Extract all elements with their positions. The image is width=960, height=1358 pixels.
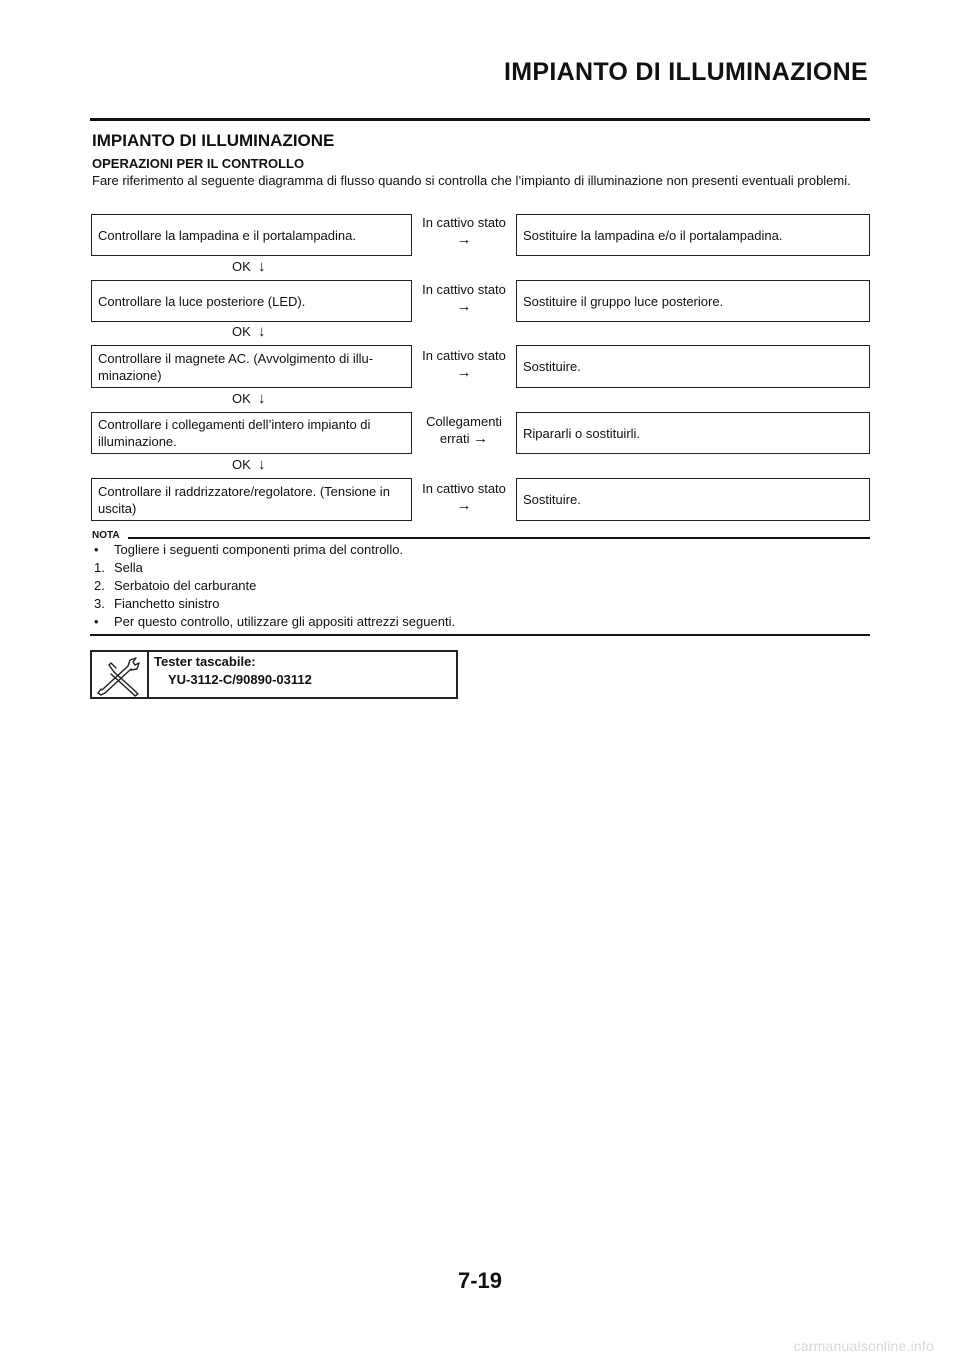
condition-text-3: In cattivo stato: [422, 348, 506, 363]
nota-bullet-2: [92, 613, 455, 631]
header-rule: [90, 118, 870, 121]
down-arrow-icon: ↓: [258, 390, 266, 407]
condition-1: [412, 214, 516, 248]
item-number: 2.: [94, 578, 105, 593]
tool-icon-cell: [92, 652, 149, 697]
tool-box: [90, 650, 458, 699]
ok-label-1: [232, 258, 266, 275]
condition-2: [412, 281, 516, 315]
action-box-3: [516, 345, 870, 388]
item-text: Sella: [114, 560, 143, 575]
condition-5: [412, 480, 516, 514]
watermark: carmanualsonline.info: [793, 1338, 934, 1354]
item-number: 1.: [94, 560, 105, 575]
nota-text-2: Per questo controllo, utilizzare gli appositi attrezzi seguenti.: [114, 614, 456, 629]
condition-text-4: Collegamenti errati: [426, 414, 502, 446]
condition-text-2: In cattivo stato: [422, 282, 506, 297]
ok-label-2: [232, 323, 266, 340]
nota-label: NOTA: [92, 530, 120, 541]
intro-paragraph: Fare riferimento al seguente diagramma di flusso quando si controlla che l’impianto di illuminazione non presenti eventuali problemi.: [92, 173, 851, 188]
nota-text-1: Togliere i seguenti componenti prima del controllo.: [114, 542, 404, 557]
bullet-icon: •: [94, 614, 99, 629]
action-box-5: [516, 478, 870, 521]
ok-text: OK: [232, 391, 251, 406]
action-text-4: Ripararli o sostituirli.: [523, 425, 641, 441]
down-arrow-icon: ↓: [258, 456, 266, 473]
action-box-1: [516, 214, 870, 256]
ok-text: OK: [232, 324, 251, 339]
condition-text-1: In cattivo stato: [422, 215, 506, 230]
item-number: 3.: [94, 596, 105, 611]
nota-item-3: [92, 595, 220, 613]
action-box-2: [516, 280, 870, 322]
item-text: Fianchetto sinistro: [114, 596, 220, 611]
check-text-1: Controllare la lampadina e il portalampadina.: [98, 227, 356, 243]
check-text-5: Controllare il raddrizzatore/regolatore. (Tensione in uscita): [98, 483, 390, 516]
page-header-title: IMPIANTO DI ILLUMINAZIONE: [504, 58, 868, 86]
check-box-4: [91, 412, 412, 454]
ok-text: OK: [232, 457, 251, 472]
down-arrow-icon: ↓: [258, 258, 266, 275]
ok-text: OK: [232, 259, 251, 274]
right-arrow-icon: →: [456, 231, 472, 248]
tool-name: Tester tascabile:: [154, 654, 256, 669]
page-number: 7-19: [457, 1268, 503, 1293]
tool-code: YU-3112-C/90890-03112: [168, 672, 312, 687]
nota-item-1: [92, 559, 143, 577]
condition-3: [412, 347, 516, 381]
action-text-2: Sostituire il gruppo luce posteriore.: [523, 293, 724, 309]
right-arrow-icon: →: [456, 364, 472, 381]
subsection-title: OPERAZIONI PER IL CONTROLLO: [92, 156, 305, 171]
action-box-4: [516, 412, 870, 454]
ok-label-4: [232, 456, 266, 473]
ok-label-3: [232, 390, 266, 407]
action-text-3: Sostituire.: [523, 359, 581, 374]
nota-rule: [128, 537, 870, 539]
right-arrow-icon: →: [456, 497, 472, 514]
nota-end-rule: [90, 634, 870, 636]
right-arrow-icon: →: [456, 298, 472, 315]
condition-text-5: In cattivo stato: [422, 481, 506, 496]
check-text-4: Controllare i collegamenti dell’intero impianto di illuminazione.: [98, 417, 371, 449]
check-box-1: [91, 214, 412, 256]
nota-item-2: [92, 577, 256, 595]
nota-bullet-1: [92, 541, 403, 559]
wrench-icon: [92, 652, 147, 697]
check-box-2: [91, 280, 412, 322]
check-box-5: [91, 478, 412, 521]
section-title: IMPIANTO DI ILLUMINAZIONE: [92, 131, 335, 150]
condition-4: [412, 413, 516, 447]
item-text: Serbatoio del carburante: [114, 578, 257, 593]
action-text-5: Sostituire.: [523, 492, 581, 507]
check-text-2: Controllare la luce posteriore (LED).: [98, 293, 306, 309]
action-text-1: Sostituire la lampadina e/o il portalampadina.: [523, 227, 783, 243]
check-text-3: Controllare il magnete AC. (Avvolgimento di illu-minazione): [98, 350, 374, 383]
down-arrow-icon: ↓: [258, 323, 266, 340]
check-box-3: [91, 345, 412, 388]
bullet-icon: •: [94, 542, 99, 557]
right-arrow-icon: →: [473, 430, 489, 447]
